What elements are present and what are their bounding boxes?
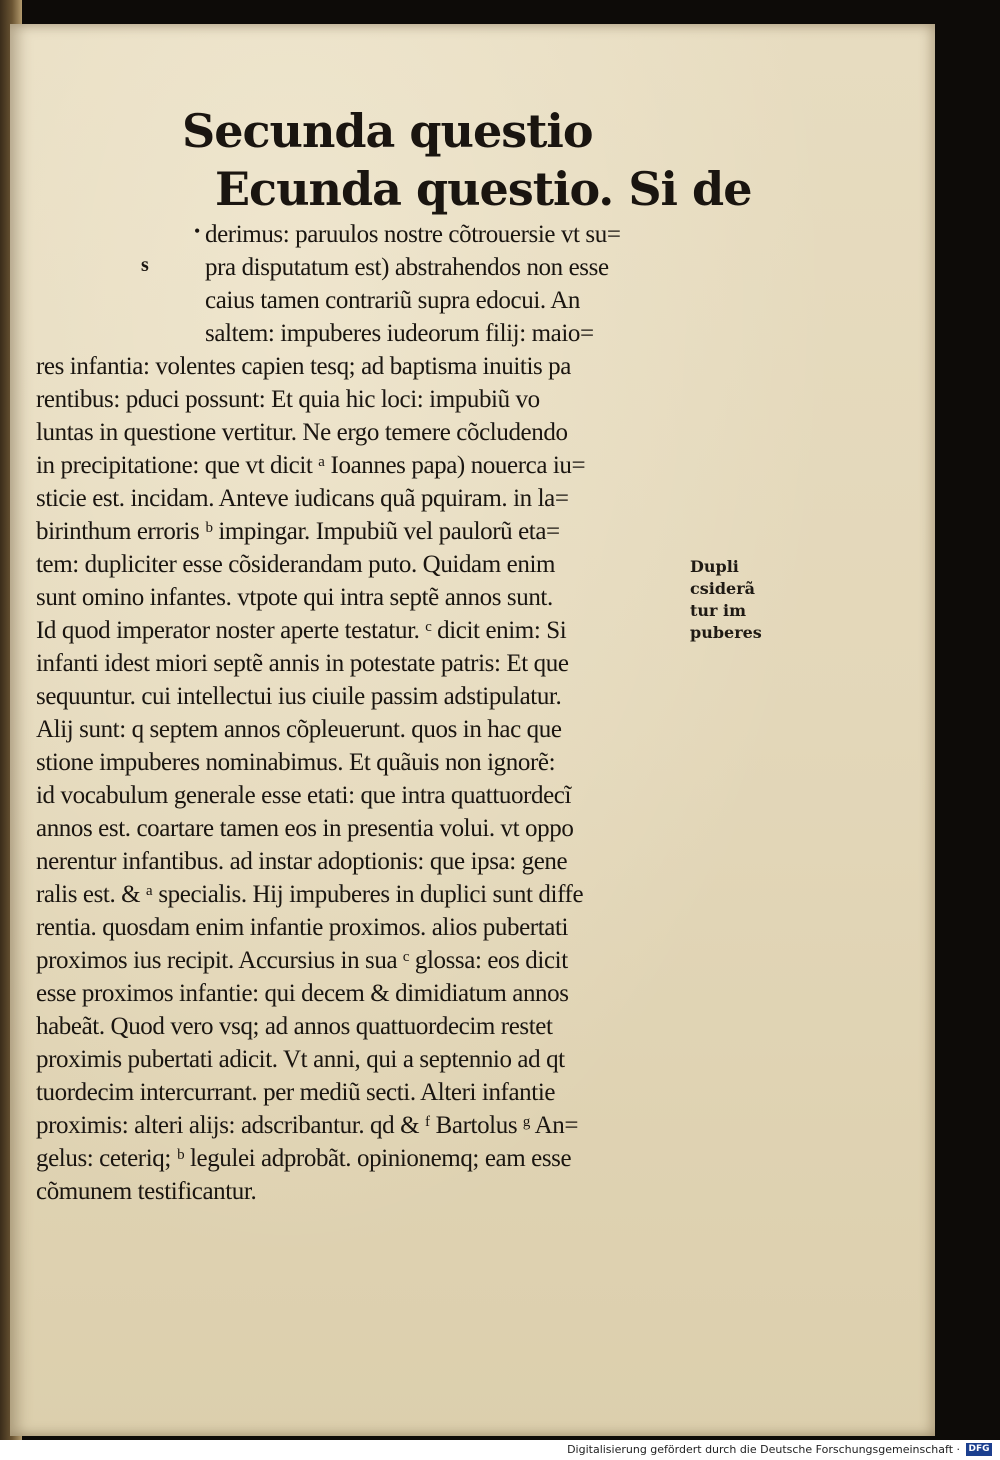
text-line: luntas in questione vertitur. Ne ergo temere cõcludendo [36,419,568,446]
text-line: sticie est. incidam. Anteve iudicans quã pquiram. in la= [36,485,569,512]
text-line: nerentur infantibus. ad instar adoptionis: que ipsa: gene [36,848,568,875]
guide-initial-letter: s [141,254,149,276]
text-line: saltem: impuberes iudeorum filij: maio= [205,320,594,347]
text-line: pra disputatum est) abstrahendos non esse [205,254,609,281]
marginal-note-line: tur im [690,601,747,620]
text-line: id vocabulum generale esse etati: que intra quattuordecĩ [36,782,572,809]
running-heading: Secunda questio [182,104,593,158]
text-line: gelus: ceteriq; ᵇ legulei adprobãt. opinionemq; eam esse [36,1145,572,1172]
text-line: sunt omino infantes. vtpote qui intra septẽ annos sunt. [36,584,553,611]
text-line: proximos ius recipit. Accursius in sua ᶜ glossa: eos dicit [36,947,568,974]
text-line: sequuntur. cui intellectui ius ciuile passim adstipulatur. [36,683,562,710]
text-line: caius tamen contrariũ supra edocui. An [205,287,580,314]
text-line: birinthum erroris ᵇ impingar. Impubiũ vel paulorũ eta= [36,518,560,545]
marginal-note-line: puberes [690,623,762,642]
text-line: habeãt. Quod vero vsq; ad annos quattuordecim restet [36,1013,553,1040]
text-line: tem: dupliciter esse cõsiderandam puto. Quidam enim [36,551,556,578]
text-line: tuordecim intercurrant. per mediũ secti. Alteri infantie [36,1079,556,1106]
marginal-note-line: csiderã [690,579,755,598]
text-line: esse proximos infantie: qui decem & dimidiatum annos [36,980,569,1007]
text-line: rentia. quosdam enim infantie proximos. alios pubertati [36,914,569,941]
text-line: Alij sunt: q septem annos cõpleuerunt. quos in hac que [36,716,562,743]
book-page [10,24,935,1436]
text-line: res infantia: volentes capien tesq; ad baptisma inuitis pa [36,353,571,380]
section-title: Ecunda questio. Si de [215,162,752,216]
paragraph-mark: • [194,221,201,241]
marginal-note [690,556,770,644]
text-line: ralis est. & ᵃ specialis. Hij impuberes in duplici sunt diffe [36,881,584,908]
text-line: Id quod imperator noster aperte testatur. ᶜ dicit enim: Si [36,617,567,644]
digitization-credit: Digitalisierung gefördert durch die Deutsche Forschungsgemeinschaft · [567,1443,960,1456]
text-line: infanti idest miori septẽ annis in potestate patris: Et que [36,650,569,677]
text-line: rentibus: pduci possunt: Et quia hic loci: impubiũ vo [36,386,540,413]
text-line: proximis: alteri alijs: adscribantur. qd & ᶠ Bartolus ᵍ An= [36,1112,579,1139]
text-line: in precipitatione: que vt dicit ᵃ Ioannes papa) nouerca iu= [36,452,586,479]
text-line: cõmunem testificantur. [36,1178,257,1205]
text-line: stione impuberes nominabimus. Et quãuis non ignorẽ: [36,749,556,776]
marginal-note-line: Dupli [690,557,739,576]
dfg-logo: DFG [966,1443,992,1456]
text-line: annos est. coartare tamen eos in presentia volui. vt oppo [36,815,574,842]
text-line: proximis pubertati adicit. Vt anni, qui a septennio ad qt [36,1046,565,1073]
text-line: derimus: paruulos nostre cõtrouersie vt su= [205,221,621,248]
